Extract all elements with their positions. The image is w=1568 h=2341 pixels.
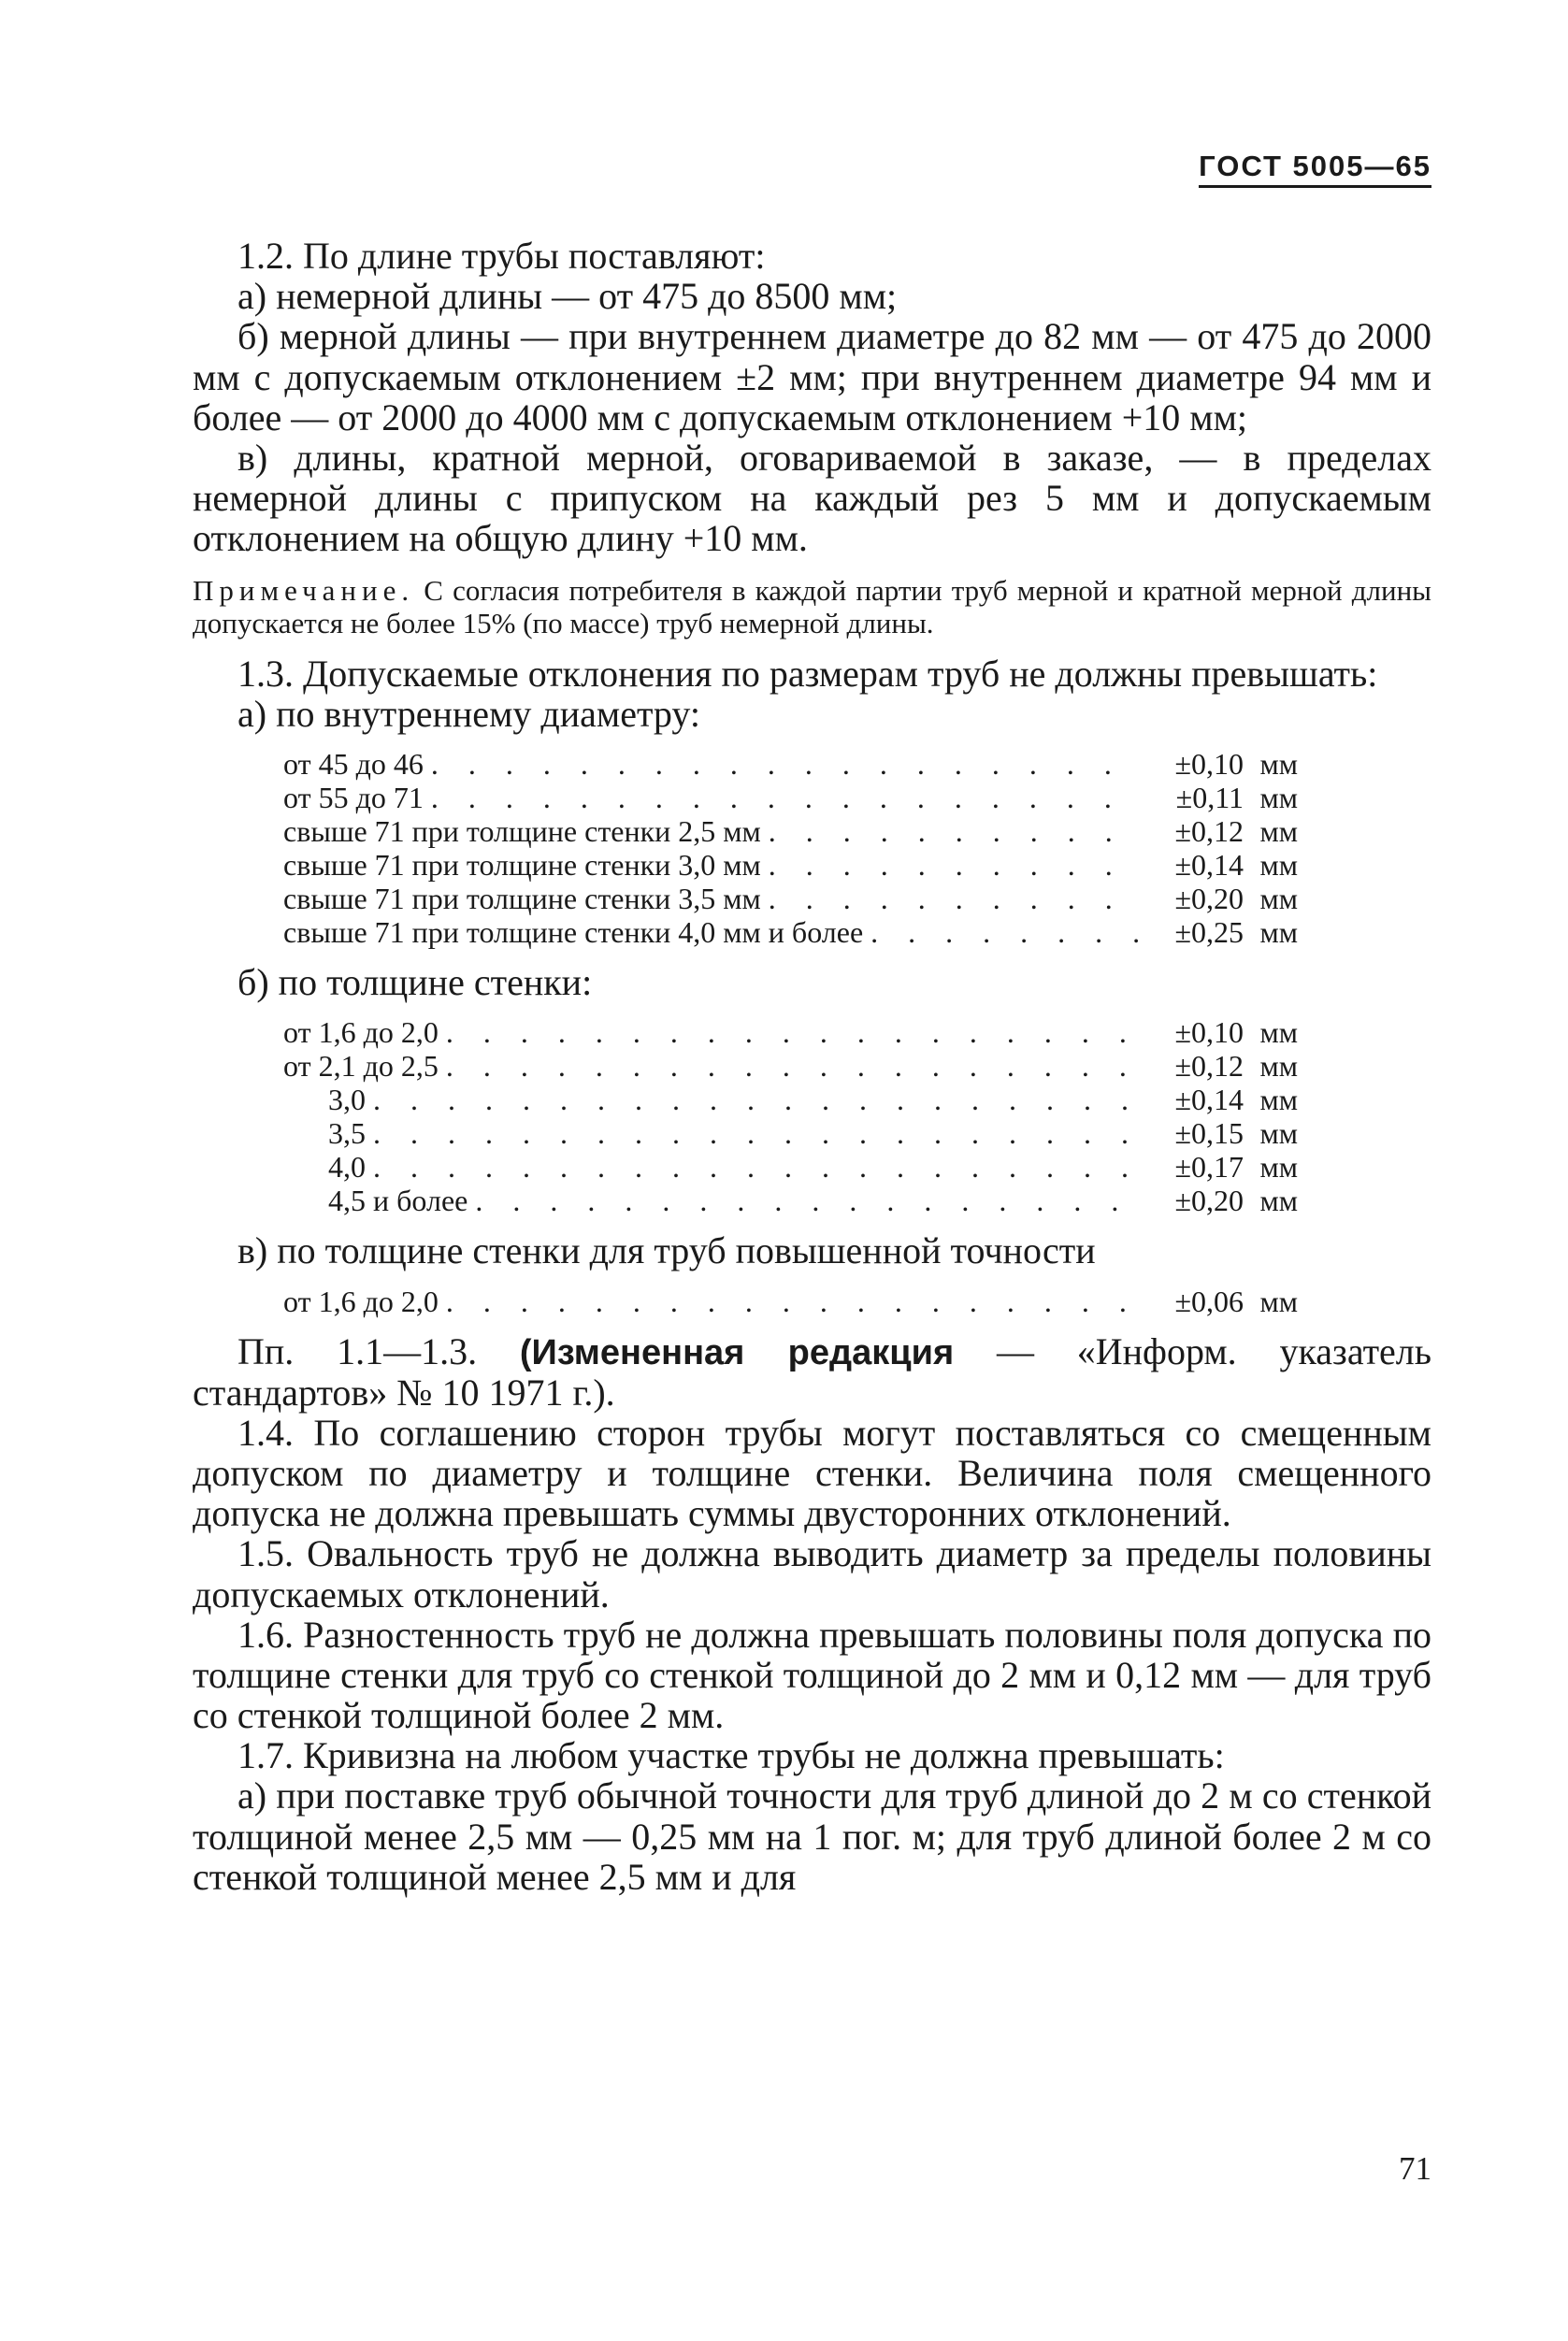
tolerance-label: свыше 71 при толщине стенки 3,5 мм — [283, 882, 761, 916]
amendment-suffix: — «Информ. указатель стандартов» № 10 1971 г.). — [193, 1329, 1432, 1414]
note — [193, 574, 1431, 640]
section-1-2-a: а) немерной длины — от 475 до 8500 мм; — [237, 275, 898, 318]
tolerance-value: ±0,15 — [1174, 1116, 1244, 1151]
section-1-2-b: б) мерной длины — при внутреннем диаметре до 82 мм — от 475 до 2000 мм с допускаемым отклонением ±2 мм; при внутреннем диаметре 94 мм и более — от 2000 до 4000 мм с допускаемым отклонением +10 мм; — [193, 315, 1431, 438]
tolerance-unit: мм — [1259, 1049, 1298, 1084]
dot-leader — [366, 1116, 1139, 1150]
tolerance-unit: мм — [1259, 1150, 1298, 1185]
dot-leader — [439, 1015, 1139, 1049]
tolerance-label: 3,5 — [283, 1116, 366, 1151]
dot-leader — [439, 1285, 1139, 1318]
section-1-4: 1.4. По соглашению сторон трубы могут поставляться со смещенным допуском по диаметру и толщине стенки. Величина поля смещенного допуска не должна превышать суммы двусторонних отклонений. — [193, 1411, 1431, 1535]
tolerance-label: свыше 71 при толщине стенки 2,5 мм — [283, 814, 761, 849]
tolerance-row — [283, 814, 1298, 848]
tolerance-value: ±0,17 — [1174, 1150, 1244, 1185]
tolerance-unit: мм — [1259, 1284, 1298, 1318]
tolerance-unit: мм — [1259, 848, 1298, 883]
amendment-note — [193, 1331, 1431, 1413]
tolerance-value: ±0,25 — [1174, 915, 1244, 950]
section-1-5: 1.5. Овальность труб не должна выводить диаметр за пределы половины допускаемых отклонений. — [193, 1532, 1431, 1616]
dot-leader — [366, 1150, 1139, 1184]
section-1-3-a-title: а) по внутреннему диаметру: — [237, 692, 700, 735]
page-number: 71 — [1399, 2150, 1431, 2187]
tolerance-label: от 55 до 71 — [283, 781, 424, 815]
tolerance-label: от 45 до 46 — [283, 747, 424, 782]
section-1-2-v: в) длины, кратной мерной, оговариваемой в заказе, — в пределах немерной длины с припуском на каждый рез 5 мм и допускаемым отклонением на общую длину +10 мм. — [193, 436, 1431, 560]
tolerance-label: 4,5 и более — [283, 1184, 468, 1218]
section-1-3-v-title: в) по толщине стенки для труб повышенной точности — [237, 1229, 1096, 1272]
tolerance-unit: мм — [1259, 1116, 1298, 1151]
tolerance-row — [283, 1083, 1298, 1116]
tolerance-unit: мм — [1259, 1184, 1298, 1218]
tolerance-list-precision — [283, 1285, 1298, 1318]
tolerance-row — [283, 1049, 1298, 1083]
tolerance-value: ±0,12 — [1174, 1049, 1244, 1084]
tolerance-row — [283, 882, 1298, 915]
tolerance-row — [283, 848, 1298, 882]
tolerance-value: ±0,20 — [1174, 1184, 1244, 1218]
tolerance-label: от 2,1 до 2,5 — [283, 1049, 439, 1084]
tolerance-row — [283, 1015, 1298, 1049]
tolerance-row — [283, 1285, 1298, 1318]
tolerance-value: ±0,11 — [1175, 781, 1244, 815]
tolerance-value: ±0,14 — [1174, 848, 1244, 883]
tolerance-label: от 1,6 до 2,0 — [283, 1284, 439, 1318]
tolerance-list-diameter — [283, 747, 1298, 949]
section-1-3-title: 1.3. Допускаемые отклонения по размерам труб не должны превышать: — [237, 652, 1378, 695]
tolerance-value: ±0,06 — [1174, 1284, 1244, 1318]
tolerance-label: свыше 71 при толщине стенки 4,0 мм и более — [283, 915, 864, 950]
amendment-bold: (Измененная редакция — [519, 1332, 955, 1372]
tolerance-row — [283, 1116, 1298, 1150]
dot-leader — [424, 781, 1139, 814]
page-body — [193, 236, 1431, 1897]
note-label: Примечание. — [193, 573, 415, 607]
dot-leader — [424, 747, 1139, 781]
dot-leader — [468, 1184, 1139, 1217]
tolerance-row — [283, 1150, 1298, 1184]
dot-leader — [761, 814, 1139, 848]
tolerance-label: от 1,6 до 2,0 — [283, 1015, 439, 1050]
tolerance-unit: мм — [1259, 781, 1298, 815]
dot-leader — [439, 1049, 1139, 1083]
section-1-3-b-title: б) по толщине стенки: — [237, 961, 593, 1004]
tolerance-unit: мм — [1259, 1015, 1298, 1050]
tolerance-list-wall — [283, 1015, 1298, 1217]
tolerance-value: ±0,20 — [1174, 882, 1244, 916]
section-1-7-a: а) при поставке труб обычной точности для труб длиной до 2 м со стенкой толщиной менее 2,5 мм — 0,25 мм на 1 пог. м; для труб длиной более 2 м со стенкой толщиной менее 2,5 мм и для — [193, 1774, 1431, 1898]
tolerance-label: 3,0 — [283, 1083, 366, 1117]
tolerance-value: ±0,10 — [1174, 1015, 1244, 1050]
dot-leader — [761, 848, 1139, 882]
dot-leader — [366, 1083, 1139, 1116]
tolerance-unit: мм — [1259, 882, 1298, 916]
section-1-7-title: 1.7. Кривизна на любом участке трубы не должна превышать: — [237, 1734, 1225, 1777]
amendment-prefix: Пп. 1.1—1.3. — [237, 1329, 478, 1372]
tolerance-row — [283, 747, 1298, 781]
dot-leader — [863, 915, 1139, 949]
section-1-6: 1.6. Разностенность труб не должна превышать половины поля допуска по толщине стенки для труб со стенкой толщиной до 2 мм и 0,12 мм — для труб со стенкой толщиной более 2 мм. — [193, 1613, 1431, 1737]
tolerance-label: 4,0 — [283, 1150, 366, 1185]
tolerance-unit: мм — [1259, 915, 1298, 950]
tolerance-unit: мм — [1259, 1083, 1298, 1117]
document-header: ГОСТ 5005—65 — [1199, 150, 1431, 188]
tolerance-row — [283, 915, 1298, 949]
tolerance-row — [283, 781, 1298, 814]
section-1-2-title: 1.2. По длине трубы поставляют: — [237, 235, 766, 277]
note-text: С согласия потребителя в каждой партии труб мерной и кратной мерной длины допускается не более 15% (по массе) труб немерной длины. — [193, 573, 1431, 640]
tolerance-value: ±0,12 — [1174, 814, 1244, 849]
tolerance-label: свыше 71 при толщине стенки 3,0 мм — [283, 848, 761, 883]
dot-leader — [761, 882, 1139, 915]
tolerance-value: ±0,14 — [1174, 1083, 1244, 1117]
tolerance-row — [283, 1184, 1298, 1217]
tolerance-unit: мм — [1259, 747, 1298, 782]
tolerance-value: ±0,10 — [1174, 747, 1244, 782]
tolerance-unit: мм — [1259, 814, 1298, 849]
